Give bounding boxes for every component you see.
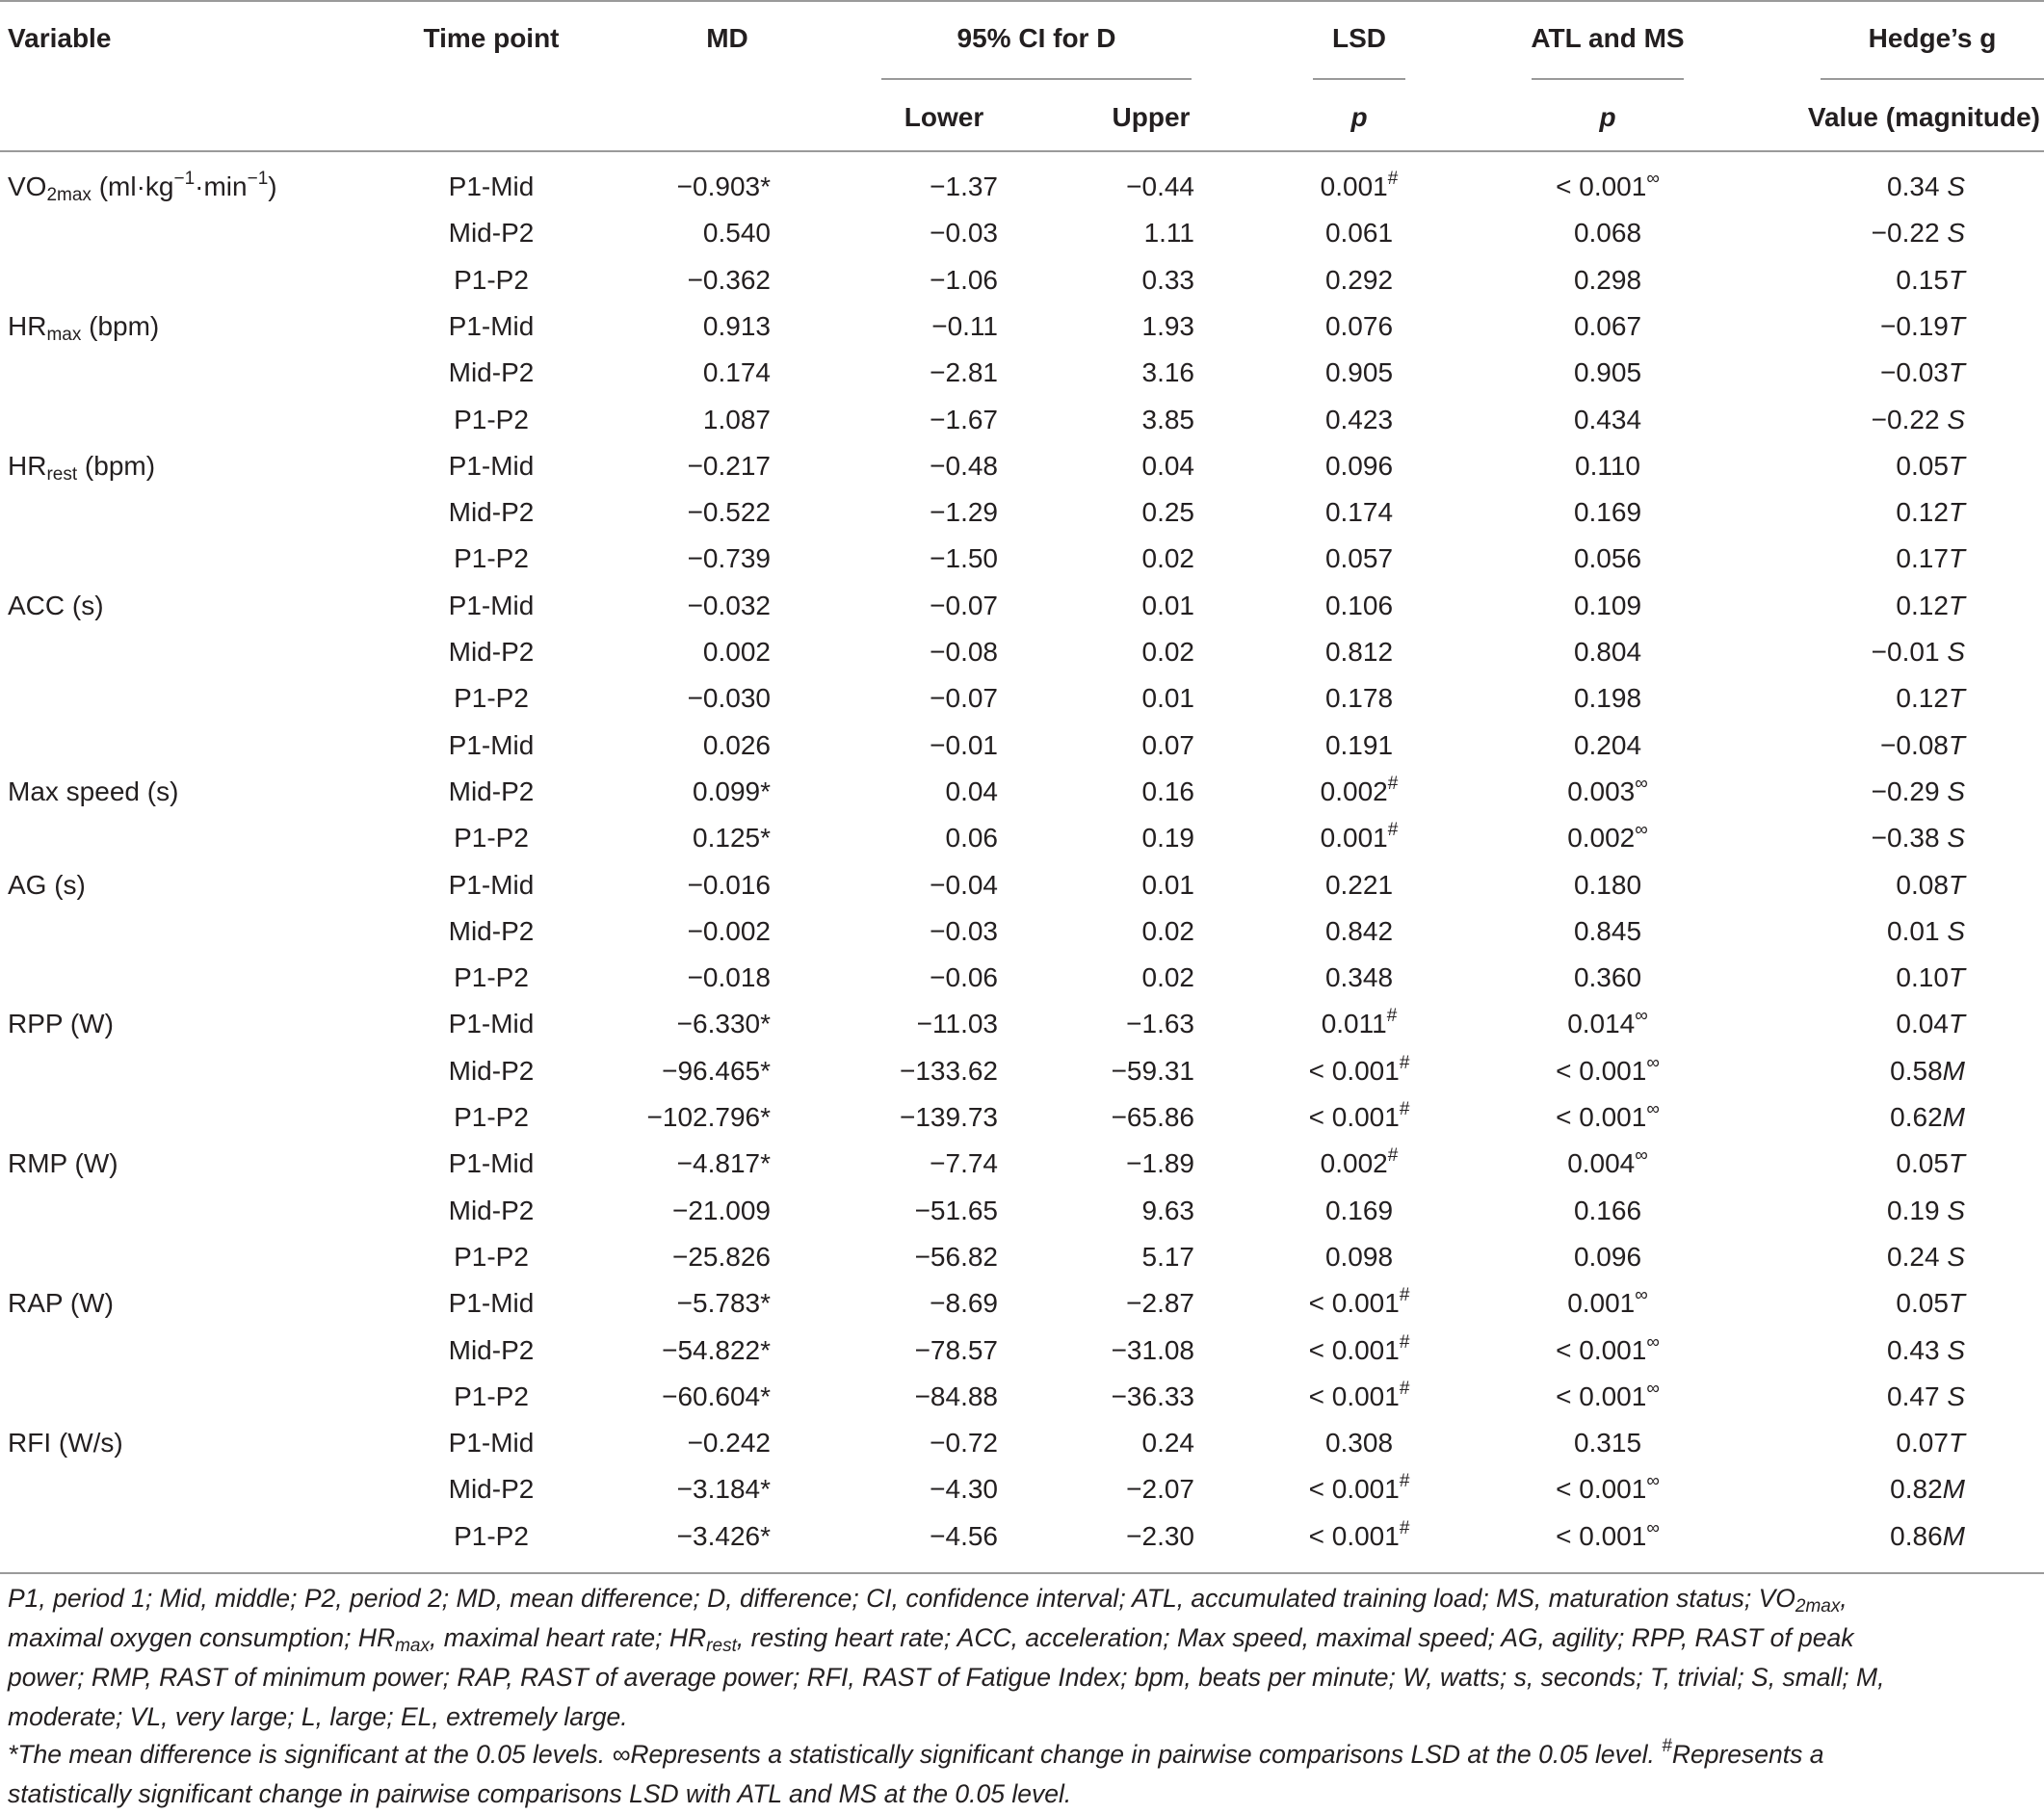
ci-upper-cell: −65.86	[1111, 1102, 1194, 1132]
atl-p-cell: 0.003∞	[1567, 773, 1648, 806]
hedges-g-cell: 0.62M	[1890, 1102, 1965, 1132]
md-cell: −3.426*	[676, 1520, 771, 1551]
time-point-cell: P1-P2	[454, 683, 529, 714]
hedge-header-rule	[1821, 78, 2044, 80]
ci-lower-cell: −0.11	[931, 310, 998, 341]
hedges-g-cell: 0.47 S	[1887, 1380, 1965, 1411]
time-point-cell: P1-P2	[454, 1520, 529, 1551]
lsd-p-cell: 0.174	[1324, 497, 1394, 528]
hedges-g-cell: 0.07T	[1896, 1428, 1965, 1459]
ci-upper-cell: 3.85	[1141, 404, 1194, 434]
time-point-cell: Mid-P2	[448, 497, 535, 528]
hedges-g-cell: 0.08T	[1896, 869, 1965, 900]
hedges-g-cell: 0.17T	[1896, 543, 1965, 574]
lsd-p-cell: < 0.001#	[1308, 1331, 1410, 1365]
time-point-cell: P1-P2	[454, 543, 529, 574]
time-point-cell: P1-P2	[454, 1380, 529, 1411]
ci-lower-cell: −51.65	[914, 1195, 998, 1225]
md-cell: −5.783*	[676, 1288, 771, 1319]
ci-upper-cell: −1.89	[1126, 1148, 1194, 1179]
time-point-cell: Mid-P2	[448, 1195, 535, 1225]
hedges-g-cell: −0.08T	[1880, 729, 1965, 760]
atl-p-cell: 0.067	[1573, 310, 1642, 341]
ci-lower-cell: −4.56	[930, 1520, 998, 1551]
hedges-g-cell: −0.22 S	[1871, 218, 1965, 249]
lsd-p-cell: 0.812	[1324, 637, 1394, 667]
ci-upper-cell: 0.01	[1141, 590, 1194, 620]
variable-label: RMP (W)	[8, 1148, 118, 1179]
header-bottom-rule	[0, 150, 2044, 152]
md-cell: −0.030	[687, 683, 771, 714]
variable-label: Max speed (s)	[8, 776, 179, 806]
atl-p-cell: 0.845	[1573, 915, 1642, 946]
lsd-p-cell: 0.096	[1324, 450, 1394, 481]
lsd-p-cell: < 0.001#	[1308, 1285, 1410, 1319]
atl-p-cell: < 0.001∞	[1556, 1378, 1660, 1411]
time-point-cell: P1-P2	[454, 404, 529, 434]
ci-upper-cell: −2.07	[1126, 1474, 1194, 1505]
hedges-g-cell: 0.05T	[1896, 450, 1965, 481]
ci-lower-cell: −0.07	[930, 590, 998, 620]
ci-upper-cell: 0.01	[1141, 683, 1194, 714]
hedges-g-cell: 0.05T	[1896, 1148, 1965, 1179]
header-atl-p: p	[1599, 102, 1616, 132]
time-point-cell: Mid-P2	[448, 1474, 535, 1505]
hedges-g-cell: 0.58M	[1890, 1055, 1965, 1086]
time-point-cell: Mid-P2	[448, 218, 535, 249]
atl-p-cell: 0.198	[1573, 683, 1642, 714]
hedges-g-cell: −0.29 S	[1871, 776, 1965, 806]
time-point-cell: Mid-P2	[448, 357, 535, 388]
atl-p-cell: < 0.001∞	[1556, 1052, 1660, 1086]
atl-p-cell: 0.315	[1573, 1428, 1642, 1459]
md-cell: −0.217	[687, 450, 771, 481]
ci-lower-cell: −56.82	[914, 1241, 998, 1272]
md-cell: −0.362	[687, 264, 771, 295]
md-cell: 0.540	[702, 218, 771, 249]
md-cell: −6.330*	[676, 1009, 771, 1039]
md-cell: −96.465*	[662, 1055, 771, 1086]
ci-lower-cell: −0.07	[930, 683, 998, 714]
header-atl-ms: ATL and MS	[1531, 23, 1685, 53]
atl-p-cell: 0.180	[1573, 869, 1642, 900]
ci-lower-cell: −7.74	[930, 1148, 998, 1179]
time-point-cell: P1-Mid	[448, 450, 535, 481]
lsd-p-cell: < 0.001#	[1308, 1471, 1410, 1505]
hedges-g-cell: 0.12T	[1896, 590, 1965, 620]
md-cell: −21.009	[672, 1195, 771, 1225]
ci-upper-cell: 0.33	[1141, 264, 1194, 295]
lsd-p-cell: 0.061	[1324, 218, 1394, 249]
lsd-p-cell: 0.842	[1324, 915, 1394, 946]
md-cell: −0.739	[687, 543, 771, 574]
hedges-g-cell: 0.24 S	[1887, 1241, 1965, 1272]
lsd-p-cell: 0.057	[1324, 543, 1394, 574]
footnote-abbreviations: P1, period 1; Mid, middle; P2, period 2; MD, mean difference; D, difference; CI, confidence interval; ATL, accumulated training load; MS, maturation status; $VO_{2max}$, maximal oxygen consumption; $HR_{max}$, maximal heart rate; $HR_{rest}$, resting heart rate; ACC, acceleration; Max speed, maximal speed; AG, agility; RPP, RAST of peak power; RMP, RAST of minimum power; RAP, RAST of average power; RFI, RAST of Fatigue Index; bpm, beats per minute; W, watts; s, seconds; T, trivial; S, small; M, moderate; VL, very large; L, large; EL, extremely large.	[8, 1584, 1885, 1731]
hedges-g-cell: 0.15T	[1896, 264, 1965, 295]
atl-p-cell: < 0.001∞	[1556, 169, 1660, 201]
ci-upper-cell: 0.02	[1141, 915, 1194, 946]
lsd-p-cell: 0.011#	[1321, 1006, 1398, 1039]
header-lsd-p: p	[1350, 102, 1368, 132]
md-cell: −0.018	[687, 962, 771, 993]
ci-lower-cell: −11.03	[916, 1009, 998, 1039]
atl-p-cell: 0.360	[1573, 962, 1642, 993]
ci-lower-cell: −1.06	[930, 264, 998, 295]
ci-header-rule	[881, 78, 1192, 80]
ci-lower-cell: −0.04	[930, 869, 998, 900]
md-cell: −0.903*	[676, 171, 771, 201]
variable-label: AG (s)	[8, 869, 86, 900]
footnote-significance: *The mean difference is significant at the 0.05 levels. ∞Represents a statistically significant change in pairwise comparisons LSD at the 0.05 level. #Represents a statistically significant change in pairwise comparisons LSD with ATL and MS at the 0.05 level.	[8, 1736, 1824, 1808]
time-point-cell: P1-P2	[454, 962, 529, 993]
ci-lower-cell: −78.57	[914, 1334, 998, 1365]
hedges-g-cell: −0.22 S	[1871, 404, 1965, 434]
atl-p-cell: 0.169	[1573, 497, 1642, 528]
atl-p-cell: < 0.001∞	[1556, 1517, 1660, 1551]
md-cell: 0.002	[702, 637, 771, 667]
atl-p-cell: 0.109	[1573, 590, 1642, 620]
ci-upper-cell: 0.19	[1141, 823, 1194, 854]
ci-lower-cell: −4.30	[930, 1474, 998, 1505]
variable-label: ACC (s)	[8, 590, 104, 620]
header-upper: Upper	[1112, 102, 1191, 132]
ci-upper-cell: −1.63	[1126, 1009, 1194, 1039]
lsd-p-cell: < 0.001#	[1308, 1378, 1410, 1411]
lsd-p-cell: 0.001#	[1320, 820, 1399, 854]
time-point-cell: P1-Mid	[448, 1428, 535, 1459]
ci-upper-cell: 1.93	[1141, 310, 1194, 341]
ci-upper-cell: −59.31	[1111, 1055, 1194, 1086]
variable-label: $VO_{2max}$ $(ml\cdot kg^{-1}\cdot\min^{-1})$	[8, 169, 277, 205]
atl-p-cell: < 0.001∞	[1556, 1099, 1660, 1132]
lsd-p-cell: 0.002#	[1320, 1145, 1399, 1179]
lsd-p-cell: < 0.001#	[1308, 1052, 1410, 1086]
atl-p-cell: 0.056	[1573, 543, 1642, 574]
atl-p-cell: 0.002∞	[1567, 820, 1648, 854]
time-point-cell: Mid-P2	[448, 915, 535, 946]
md-cell: 0.099*	[693, 776, 771, 806]
ci-lower-cell: −0.72	[930, 1428, 998, 1459]
ci-upper-cell: 0.02	[1141, 543, 1194, 574]
ci-lower-cell: −1.50	[930, 543, 998, 574]
hedges-g-cell: 0.82M	[1890, 1474, 1965, 1505]
ci-upper-cell: 0.07	[1141, 729, 1194, 760]
header-value-magnitude: Value (magnitude)	[1807, 102, 2040, 132]
ci-lower-cell: −1.37	[930, 171, 998, 201]
variable-label: RFI (W/s)	[8, 1428, 123, 1459]
time-point-cell: P1-Mid	[448, 590, 535, 620]
lsd-p-cell: < 0.001#	[1308, 1517, 1410, 1551]
header-variable: Variable	[8, 23, 112, 53]
md-cell: 0.125*	[693, 823, 771, 854]
atl-p-cell: < 0.001∞	[1556, 1471, 1660, 1505]
lsd-p-cell: 0.308	[1324, 1428, 1394, 1459]
lsd-p-cell: 0.348	[1324, 962, 1394, 993]
ci-upper-cell: −2.87	[1126, 1288, 1194, 1319]
ci-lower-cell: −84.88	[914, 1380, 998, 1411]
ci-upper-cell: −0.44	[1126, 171, 1194, 201]
ci-lower-cell: −133.62	[900, 1055, 998, 1086]
ci-upper-cell: −36.33	[1111, 1380, 1194, 1411]
time-point-cell: P1-Mid	[448, 729, 535, 760]
variable-label: $HR_{max}$ (bpm)	[8, 310, 160, 345]
ci-lower-cell: −1.67	[930, 404, 998, 434]
md-cell: 1.087	[702, 404, 771, 434]
ci-upper-cell: −2.30	[1126, 1520, 1194, 1551]
atl-p-cell: 0.110	[1575, 450, 1640, 481]
md-cell: −3.184*	[676, 1474, 771, 1505]
lsd-p-cell: 0.169	[1324, 1195, 1394, 1225]
header-ci: 95% CI for D	[956, 23, 1116, 53]
md-cell: −60.604*	[662, 1380, 771, 1411]
header-lsd: LSD	[1332, 23, 1386, 53]
lsd-p-cell: 0.191	[1324, 729, 1394, 760]
time-point-cell: P1-Mid	[448, 171, 535, 201]
ci-lower-cell: −139.73	[900, 1102, 998, 1132]
hedges-g-cell: 0.10T	[1896, 962, 1965, 993]
ci-upper-cell: 0.16	[1141, 776, 1194, 806]
md-cell: −0.016	[687, 869, 771, 900]
time-point-cell: Mid-P2	[448, 637, 535, 667]
ci-lower-cell: −1.29	[930, 497, 998, 528]
time-point-cell: Mid-P2	[448, 1055, 535, 1086]
time-point-cell: P1-Mid	[448, 1288, 535, 1319]
time-point-cell: P1-Mid	[448, 1148, 535, 1179]
atl-p-cell: 0.068	[1573, 218, 1642, 249]
atl-p-cell: 0.298	[1573, 264, 1642, 295]
ci-upper-cell: 0.04	[1141, 450, 1194, 481]
ci-lower-cell: −2.81	[930, 357, 998, 388]
time-point-cell: P1-Mid	[448, 869, 535, 900]
lsd-p-cell: 0.076	[1324, 310, 1394, 341]
ci-upper-cell: 0.25	[1141, 497, 1194, 528]
md-cell: −0.002	[687, 915, 771, 946]
ci-upper-cell: 5.17	[1141, 1241, 1194, 1272]
header-lower: Lower	[904, 102, 984, 132]
lsd-p-cell: < 0.001#	[1308, 1099, 1410, 1132]
md-cell: 0.026	[702, 729, 771, 760]
variable-label: RAP (W)	[8, 1288, 114, 1319]
lsd-p-cell: 0.001#	[1320, 169, 1399, 201]
lsd-p-cell: 0.221	[1324, 869, 1394, 900]
atl-p-cell: 0.905	[1573, 357, 1642, 388]
hedges-g-cell: −0.03T	[1880, 357, 1965, 388]
md-cell: −25.826	[672, 1241, 771, 1272]
hedges-g-cell: 0.34 S	[1887, 171, 1965, 201]
lsd-p-cell: 0.905	[1324, 357, 1394, 388]
table-top-rule	[0, 0, 2044, 2]
md-cell: −102.796*	[646, 1102, 771, 1132]
ci-lower-cell: −0.48	[930, 450, 998, 481]
atl-p-cell: 0.014∞	[1567, 1006, 1648, 1039]
atl-p-cell: < 0.001∞	[1556, 1331, 1660, 1365]
time-point-cell: P1-P2	[454, 1102, 529, 1132]
ci-lower-cell: −8.69	[930, 1288, 998, 1319]
ci-upper-cell: 9.63	[1141, 1195, 1194, 1225]
ci-upper-cell: 1.11	[1143, 218, 1194, 249]
ci-lower-cell: −0.01	[930, 729, 998, 760]
header-time-point: Time point	[423, 23, 560, 53]
variable-label: RPP (W)	[8, 1009, 114, 1039]
md-cell: 0.913	[702, 310, 771, 341]
ci-lower-cell: −0.08	[930, 637, 998, 667]
md-cell: −4.817*	[676, 1148, 771, 1179]
hedges-g-cell: 0.05T	[1896, 1288, 1965, 1319]
hedges-g-cell: 0.12T	[1896, 683, 1965, 714]
lsd-p-cell: 0.002#	[1320, 773, 1399, 806]
lsd-header-rule	[1313, 78, 1405, 80]
ci-upper-cell: 0.24	[1141, 1428, 1194, 1459]
lsd-p-cell: 0.292	[1324, 264, 1394, 295]
table-bottom-rule	[0, 1572, 2044, 1574]
ci-lower-cell: −0.06	[930, 962, 998, 993]
variable-label: $HR_{rest}$ (bpm)	[8, 450, 156, 485]
hedges-g-cell: 0.04T	[1896, 1009, 1965, 1039]
time-point-cell: P1-P2	[454, 264, 529, 295]
hedges-g-cell: 0.01 S	[1887, 915, 1965, 946]
header-md: MD	[706, 23, 748, 53]
time-point-cell: Mid-P2	[448, 1334, 535, 1365]
hedges-g-cell: 0.12T	[1896, 497, 1965, 528]
ci-upper-cell: 0.02	[1141, 962, 1194, 993]
atl-p-cell: 0.804	[1573, 637, 1642, 667]
hedges-g-cell: −0.19T	[1880, 310, 1965, 341]
md-cell: 0.174	[702, 357, 771, 388]
hedges-g-cell: −0.01 S	[1871, 637, 1965, 667]
lsd-p-cell: 0.423	[1324, 404, 1394, 434]
atl-header-rule	[1532, 78, 1684, 80]
hedges-g-cell: 0.86M	[1890, 1520, 1965, 1551]
atl-p-cell: 0.204	[1573, 729, 1642, 760]
ci-upper-cell: 0.01	[1141, 869, 1194, 900]
lsd-p-cell: 0.098	[1324, 1241, 1394, 1272]
hedges-g-cell: 0.43 S	[1887, 1334, 1965, 1365]
time-point-cell: P1-Mid	[448, 1009, 535, 1039]
ci-lower-cell: 0.06	[945, 823, 998, 854]
ci-upper-cell: 3.16	[1141, 357, 1194, 388]
time-point-cell: P1-Mid	[448, 310, 535, 341]
atl-p-cell: 0.166	[1573, 1195, 1642, 1225]
hedges-g-cell: 0.19 S	[1887, 1195, 1965, 1225]
time-point-cell: P1-P2	[454, 823, 529, 854]
ci-upper-cell: 0.02	[1141, 637, 1194, 667]
lsd-p-cell: 0.106	[1324, 590, 1394, 620]
md-cell: −0.032	[687, 590, 771, 620]
atl-p-cell: 0.004∞	[1567, 1145, 1648, 1179]
lsd-p-cell: 0.178	[1324, 683, 1394, 714]
ci-lower-cell: −0.03	[930, 218, 998, 249]
md-cell: −0.242	[687, 1428, 771, 1459]
hedges-g-cell: −0.38 S	[1871, 823, 1965, 854]
atl-p-cell: 0.001∞	[1567, 1285, 1648, 1319]
ci-upper-cell: −31.08	[1111, 1334, 1194, 1365]
time-point-cell: Mid-P2	[448, 776, 535, 806]
ci-lower-cell: −0.03	[930, 915, 998, 946]
atl-p-cell: 0.434	[1573, 404, 1642, 434]
md-cell: −0.522	[687, 497, 771, 528]
md-cell: −54.822*	[662, 1334, 771, 1365]
atl-p-cell: 0.096	[1573, 1241, 1642, 1272]
ci-lower-cell: 0.04	[945, 776, 998, 806]
time-point-cell: P1-P2	[454, 1241, 529, 1272]
header-hedges-g: Hedge’s g	[1868, 23, 1997, 53]
